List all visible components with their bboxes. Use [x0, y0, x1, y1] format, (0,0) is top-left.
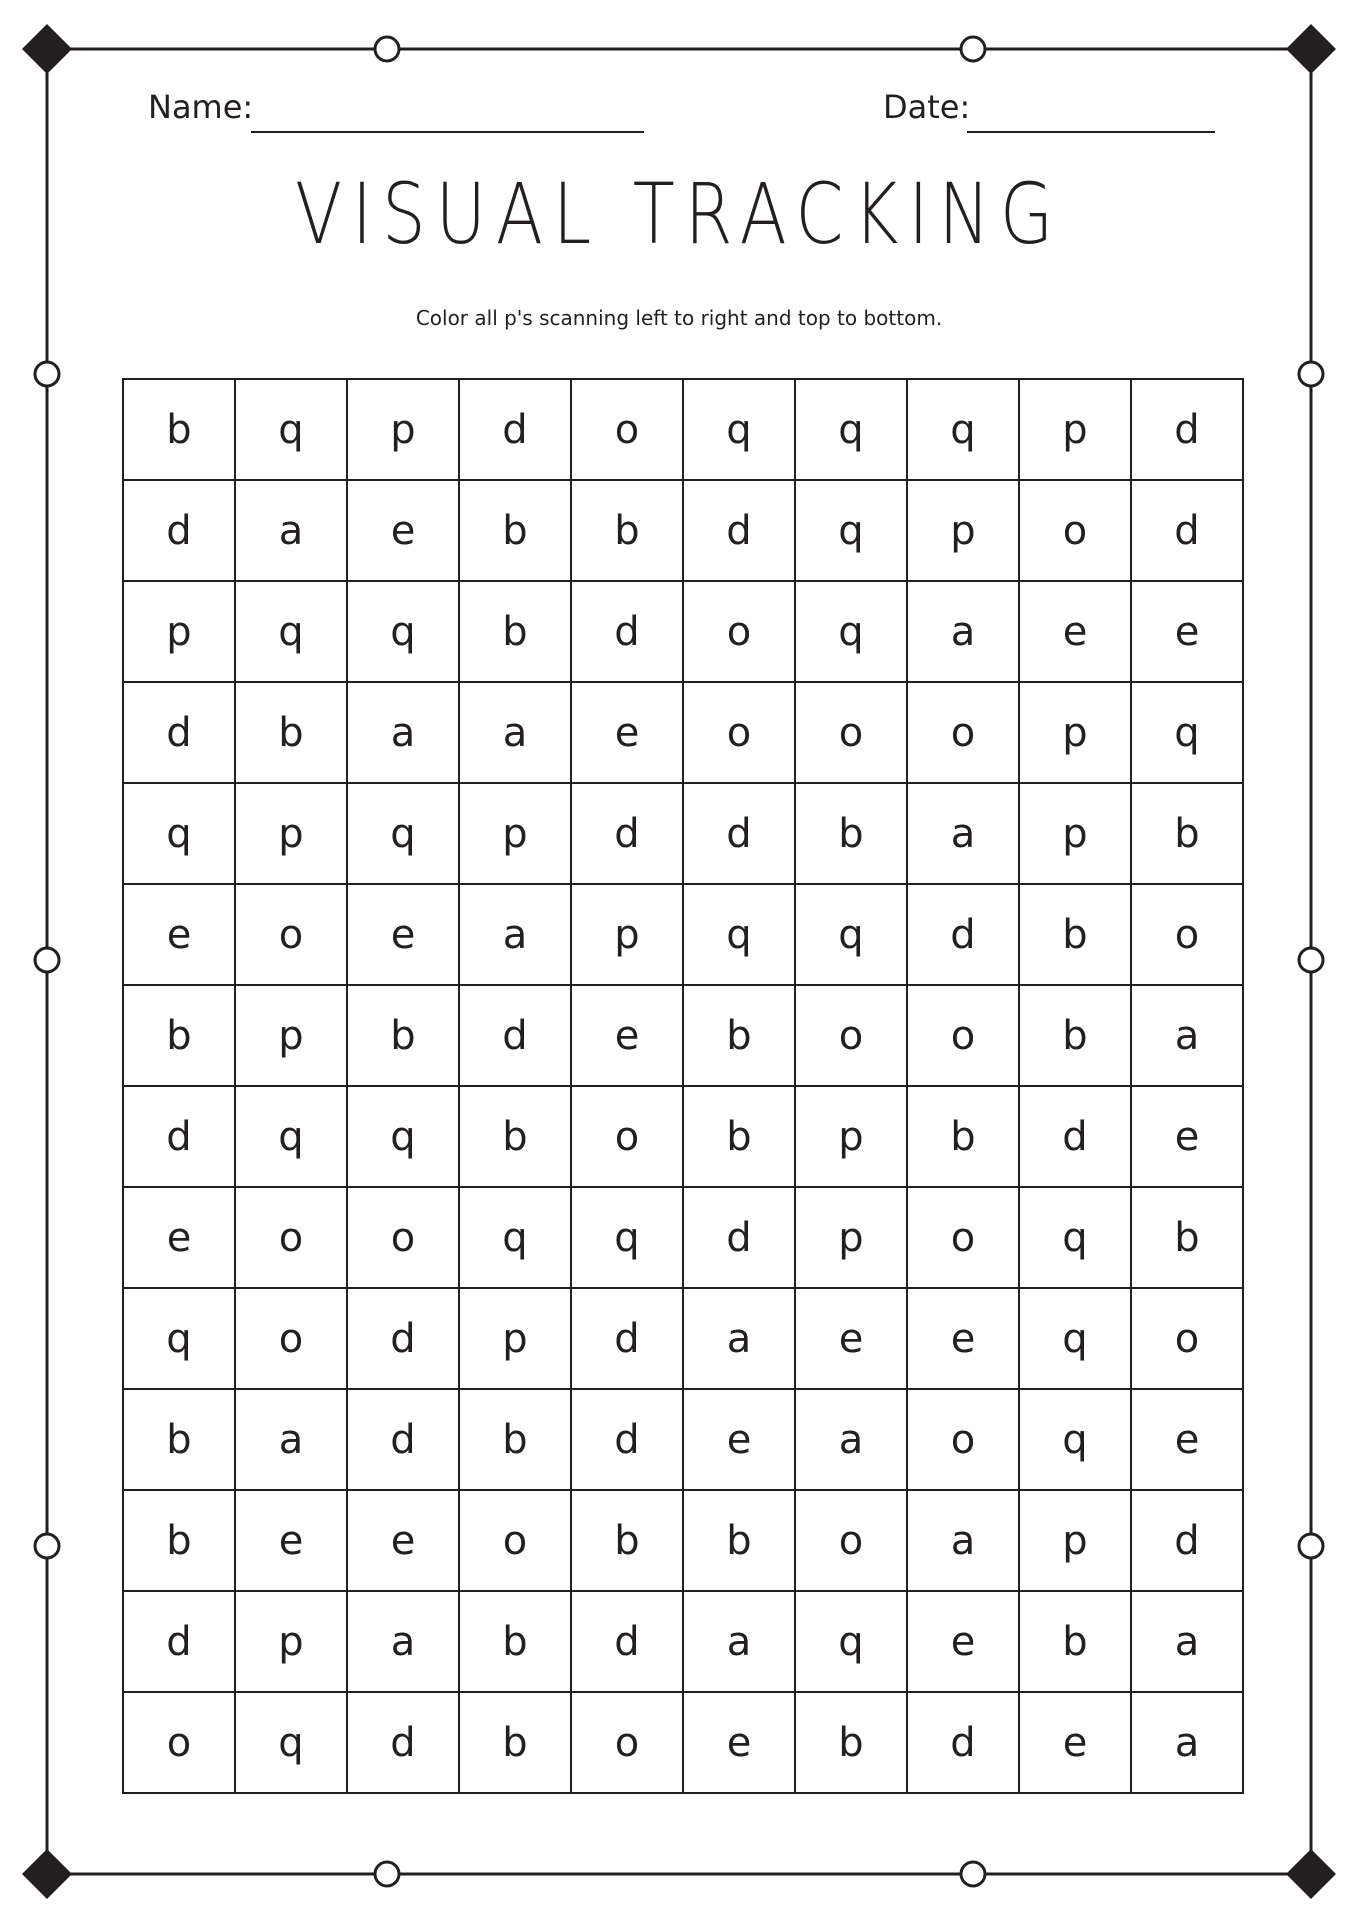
letter-cell[interactable]: d [571, 1288, 683, 1389]
letter-cell[interactable]: o [347, 1187, 459, 1288]
letter-cell[interactable]: q [1019, 1288, 1131, 1389]
letter-cell[interactable]: b [795, 1692, 907, 1793]
ring-icon [375, 37, 399, 61]
letter-cell[interactable]: d [571, 1591, 683, 1692]
letter-cell[interactable]: o [907, 985, 1019, 1086]
letter-cell[interactable]: b [1019, 985, 1131, 1086]
letter-cell[interactable]: d [123, 1086, 235, 1187]
letter-cell[interactable]: d [123, 682, 235, 783]
letter-cell[interactable]: p [795, 1086, 907, 1187]
letter-cell[interactable]: d [1019, 1086, 1131, 1187]
letter-cell[interactable]: d [571, 783, 683, 884]
letter-cell[interactable]: p [795, 1187, 907, 1288]
letter-cell[interactable]: d [347, 1389, 459, 1490]
grid-row [123, 1490, 1243, 1591]
ring-icon [35, 1534, 59, 1558]
letter-cell[interactable]: b [683, 1086, 795, 1187]
letter-cell[interactable]: p [459, 783, 571, 884]
letter-cell[interactable]: q [795, 581, 907, 682]
letter-cell[interactable]: b [123, 1490, 235, 1591]
letter-cell[interactable]: q [235, 1692, 347, 1793]
letter-cell[interactable]: p [1019, 682, 1131, 783]
letter-cell[interactable]: a [459, 682, 571, 783]
letter-cell[interactable]: q [459, 1187, 571, 1288]
letter-cell[interactable]: a [795, 1389, 907, 1490]
letter-cell[interactable]: p [235, 783, 347, 884]
letter-cell[interactable]: b [459, 1086, 571, 1187]
letter-cell[interactable]: a [347, 682, 459, 783]
letter-cell[interactable]: e [123, 1187, 235, 1288]
letter-cell[interactable]: b [571, 480, 683, 581]
letter-cell[interactable]: b [1019, 884, 1131, 985]
grid-row [123, 1591, 1243, 1692]
letter-cell[interactable]: p [907, 480, 1019, 581]
letter-cell[interactable]: d [123, 1591, 235, 1692]
letter-cell[interactable]: o [907, 1187, 1019, 1288]
name-label: Name: [148, 88, 254, 126]
diamond-icon [22, 24, 72, 74]
letter-cell[interactable]: e [907, 1288, 1019, 1389]
letter-cell[interactable]: q [571, 1187, 683, 1288]
letter-cell[interactable]: d [123, 480, 235, 581]
letter-cell[interactable]: o [571, 379, 683, 480]
letter-cell[interactable]: q [795, 480, 907, 581]
grid-row [123, 682, 1243, 783]
letter-cell[interactable]: a [459, 884, 571, 985]
letter-cell[interactable]: b [1131, 783, 1243, 884]
date-label: Date: [883, 88, 971, 126]
letter-cell[interactable]: b [459, 1692, 571, 1793]
letter-cell[interactable]: q [235, 581, 347, 682]
letter-cell[interactable]: o [235, 884, 347, 985]
letter-cell[interactable]: a [1131, 1591, 1243, 1692]
letter-cell[interactable]: o [1019, 480, 1131, 581]
letter-cell[interactable]: p [571, 884, 683, 985]
ring-icon [1299, 1534, 1323, 1558]
page-title: VISUAL TRACKING [294, 165, 1064, 263]
letter-cell[interactable]: q [683, 379, 795, 480]
instruction-text: Color all p's scanning left to right and top to bottom. [415, 306, 943, 330]
letter-cell[interactable]: e [683, 1389, 795, 1490]
letter-cell[interactable]: b [683, 1490, 795, 1591]
letter-cell[interactable]: b [123, 985, 235, 1086]
letter-cell[interactable]: q [795, 1591, 907, 1692]
letter-cell[interactable]: e [347, 1490, 459, 1591]
letter-cell[interactable]: b [123, 379, 235, 480]
letter-cell[interactable]: d [459, 985, 571, 1086]
letter-cell[interactable]: e [1131, 581, 1243, 682]
letter-cell[interactable]: p [123, 581, 235, 682]
letter-cell[interactable]: d [1131, 379, 1243, 480]
letter-cell[interactable]: e [1131, 1086, 1243, 1187]
letter-cell[interactable]: e [1019, 581, 1131, 682]
letter-cell[interactable]: b [683, 985, 795, 1086]
letter-cell[interactable]: a [907, 783, 1019, 884]
grid-row [123, 1187, 1243, 1288]
letter-cell[interactable]: b [347, 985, 459, 1086]
letter-cell[interactable]: e [571, 985, 683, 1086]
letter-cell[interactable]: b [235, 682, 347, 783]
letter-cell[interactable]: b [907, 1086, 1019, 1187]
letter-cell[interactable]: a [683, 1288, 795, 1389]
letter-cell[interactable]: d [683, 783, 795, 884]
letter-cell[interactable]: a [1131, 1692, 1243, 1793]
letter-cell[interactable]: d [683, 480, 795, 581]
letter-cell[interactable]: d [1131, 1490, 1243, 1591]
letter-cell[interactable]: p [459, 1288, 571, 1389]
ring-icon [35, 948, 59, 972]
letter-cell[interactable]: e [571, 682, 683, 783]
letter-cell[interactable]: o [907, 682, 1019, 783]
letter-cell[interactable]: o [907, 1389, 1019, 1490]
letter-cell[interactable]: p [235, 1591, 347, 1692]
letter-cell[interactable]: b [459, 1389, 571, 1490]
grid-row [123, 783, 1243, 884]
letter-cell[interactable]: e [795, 1288, 907, 1389]
letter-cell[interactable]: q [907, 379, 1019, 480]
letter-cell[interactable]: e [1131, 1389, 1243, 1490]
grid-row [123, 884, 1243, 985]
letter-cell[interactable]: p [1019, 1490, 1131, 1591]
letter-cell[interactable]: p [347, 379, 459, 480]
diamond-icon [1286, 1849, 1336, 1899]
letter-cell[interactable]: o [683, 682, 795, 783]
letter-cell[interactable]: o [1131, 884, 1243, 985]
letter-cell[interactable]: q [683, 884, 795, 985]
letter-cell[interactable]: q [123, 1288, 235, 1389]
letter-cell[interactable]: q [123, 783, 235, 884]
letter-cell[interactable]: d [907, 1692, 1019, 1793]
grid-row [123, 480, 1243, 581]
diamond-icon [1286, 24, 1336, 74]
letter-cell[interactable]: d [459, 379, 571, 480]
grid-row [123, 581, 1243, 682]
ring-icon [1299, 948, 1323, 972]
letter-cell[interactable]: d [571, 1389, 683, 1490]
letter-cell[interactable]: a [235, 1389, 347, 1490]
letter-cell[interactable]: d [907, 884, 1019, 985]
letter-cell[interactable]: a [235, 480, 347, 581]
letter-cell[interactable]: e [1019, 1692, 1131, 1793]
letter-cell[interactable]: b [459, 480, 571, 581]
diamond-icon [22, 1849, 72, 1899]
grid-row [123, 379, 1243, 480]
letter-cell[interactable]: q [347, 783, 459, 884]
grid-row [123, 1389, 1243, 1490]
letter-cell[interactable]: d [1131, 480, 1243, 581]
date-field[interactable] [967, 131, 1215, 133]
letter-cell[interactable]: a [907, 581, 1019, 682]
letter-cell[interactable]: q [347, 1086, 459, 1187]
letter-cell[interactable]: q [795, 884, 907, 985]
letter-cell[interactable]: b [1131, 1187, 1243, 1288]
ring-icon [1299, 362, 1323, 386]
letter-cell[interactable]: q [235, 379, 347, 480]
letter-cell[interactable]: q [235, 1086, 347, 1187]
letter-cell[interactable]: a [907, 1490, 1019, 1591]
letter-cell[interactable]: q [1131, 682, 1243, 783]
letter-cell[interactable]: e [235, 1490, 347, 1591]
letter-cell[interactable]: b [459, 1591, 571, 1692]
grid-row [123, 1692, 1243, 1793]
letter-cell[interactable]: d [683, 1187, 795, 1288]
letter-cell[interactable]: e [123, 884, 235, 985]
grid-row [123, 1288, 1243, 1389]
letter-cell[interactable]: o [459, 1490, 571, 1591]
letter-cell[interactable]: e [907, 1591, 1019, 1692]
letter-cell[interactable]: o [683, 581, 795, 682]
letter-cell[interactable]: e [347, 480, 459, 581]
ring-icon [961, 37, 985, 61]
letter-cell[interactable]: o [1131, 1288, 1243, 1389]
letter-cell[interactable]: q [1019, 1389, 1131, 1490]
letter-cell[interactable]: o [795, 985, 907, 1086]
letter-cell[interactable]: o [235, 1187, 347, 1288]
letter-cell[interactable]: d [347, 1692, 459, 1793]
letter-cell[interactable]: e [347, 884, 459, 985]
letter-cell[interactable]: q [1019, 1187, 1131, 1288]
letter-cell[interactable]: d [347, 1288, 459, 1389]
letter-cell[interactable]: a [683, 1591, 795, 1692]
letter-cell[interactable]: d [571, 581, 683, 682]
ring-icon [35, 362, 59, 386]
letter-cell[interactable]: p [1019, 379, 1131, 480]
letter-cell[interactable]: b [459, 581, 571, 682]
letter-cell[interactable]: o [123, 1692, 235, 1793]
letter-cell[interactable]: o [571, 1086, 683, 1187]
letter-cell[interactable]: e [683, 1692, 795, 1793]
ring-icon [375, 1862, 399, 1886]
letter-cell[interactable]: b [123, 1389, 235, 1490]
letter-cell[interactable]: a [347, 1591, 459, 1692]
letter-cell[interactable]: o [571, 1692, 683, 1793]
letter-cell[interactable]: a [1131, 985, 1243, 1086]
letter-cell[interactable]: q [347, 581, 459, 682]
letter-cell[interactable]: o [795, 1490, 907, 1591]
letter-cell[interactable]: b [571, 1490, 683, 1591]
grid-row [123, 985, 1243, 1086]
grid-row [123, 1086, 1243, 1187]
ring-icon [961, 1862, 985, 1886]
letter-cell[interactable]: b [795, 783, 907, 884]
letter-cell[interactable]: p [235, 985, 347, 1086]
letter-cell[interactable]: q [795, 379, 907, 480]
name-field[interactable] [251, 131, 644, 133]
letter-cell[interactable]: o [795, 682, 907, 783]
letter-cell[interactable]: b [1019, 1591, 1131, 1692]
letter-grid [122, 378, 1244, 1794]
letter-cell[interactable]: o [235, 1288, 347, 1389]
letter-cell[interactable]: p [1019, 783, 1131, 884]
